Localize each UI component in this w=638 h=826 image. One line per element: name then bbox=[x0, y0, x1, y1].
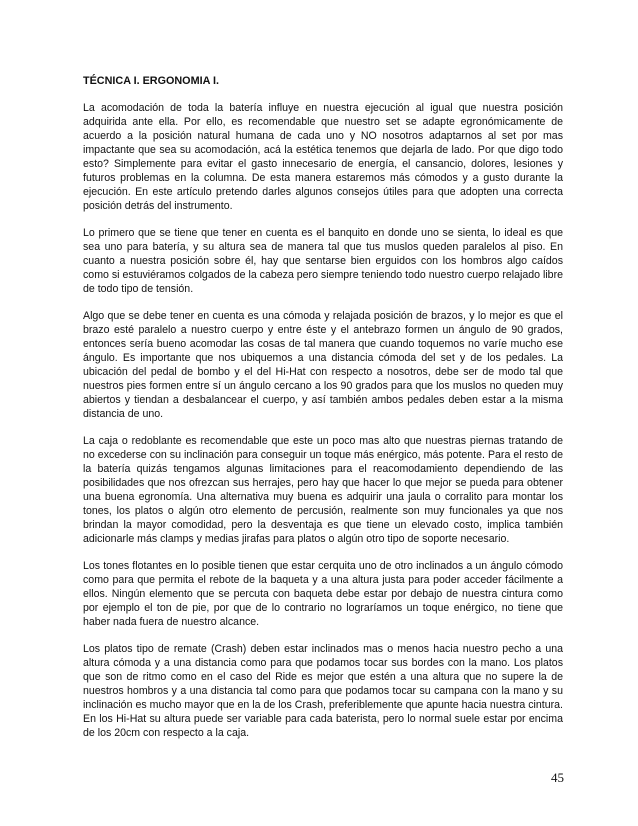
paragraph-4: La caja o redoblante es recomendable que este un poco mas alto que nuestras piernas tratando de no excederse con su inclinación para conseguir un toque más enérgico, más potente. Para el resto de la batería quizás tengamos algunas limitaciones para el reacomodamiento dependiendo de las posibilidades que nos ofrezcan sus herrajes, pero hay que hacer lo que mejor se pueda para obtener una buena egronomía. Una alternativa muy buena es adquirir una jaula o corralito para montar los tones, los platos o algún otro elemento de percusión, realmente son muy funcionales ya que nos brindan la mayor comodidad, pero la desventaja es que tiene un elevado costo, implica también adicionarle más clamps y medias jirafas para platos o algún otro tipo de soporte necesario. bbox=[83, 435, 563, 545]
paragraph-3: Algo que se debe tener en cuenta es una cómoda y relajada posición de brazos, y lo mejor es que el brazo esté paralelo a nuestro cuerpo y entre éste y el antebrazo formen un ángulo de 90 grados, entonces sería bueno acomodar las cosas de tal manera que cuando toquemos no varíe mucho ese ángulo. Es importante que nos ubiquemos a una distancia cómoda del set y de los pedales. La ubicación del pedal de bombo y el del Hi-Hat con respecto a nosotros, debe ser de modo tal que nuestros pies formen entre sí un ángulo cercano a los 90 grados para que los muslos no queden muy abiertos y tiendan a desbalancear el cuerpo, y así también ambos pedales deben estar a la misma distancia de uno. bbox=[83, 310, 563, 420]
paragraph-5: Los tones flotantes en lo posible tienen que estar cerquita uno de otro inclinados a un ángulo cómodo como para que permita el rebote de la baqueta y a una altura justa para poder acceder fácilmente a ellos. Ningún elemento que se percuta con baqueta debe estar por debajo de nuestra cintura como por ejemplo el ton de pie, por que de lo contrario no lograríamos un toque enérgico, no tiene que haber nada fuera de nuestro alcance. bbox=[83, 560, 563, 628]
page-number: 45 bbox=[551, 770, 564, 785]
paragraph-6: Los platos tipo de remate (Crash) deben estar inclinados mas o menos hacia nuestro pecho a una altura cómoda y a una distancia como para que podamos tocar sus bordes con la mano. Los platos que son de ritmo como en el caso del Ride es mejor que estén a una altura que no supere la de nuestros hombros y a una distancia tal como para que podamos tocar su campana con la mano y su inclinación es mucho mayor que en la de los Crash, preferiblemente que apunte hacia nuestra cintura. En los Hi-Hat su altura puede ser variable para cada baterista, pero lo normal suele estar por encima de los 20cm con respecto a la caja. bbox=[83, 643, 563, 739]
page-title: TÉCNICA I. ERGONOMIA I. bbox=[83, 75, 219, 87]
paragraph-1: La acomodación de toda la batería influye en nuestra ejecución al igual que nuestra posición adquirida ante ella. Por ello, es recomendable que nuestro set se adapte egronómicamente de acuerdo a la posición natural humana de cada uno y NO nosotros adaptarnos al set por mas impactante que sea su acomodación, acá la estética tenemos que dejarla de lado. Por que digo todo esto? Simplemente para evitar el gasto innecesario de energía, el cansancio, dolores, lesiones y futuros problemas en la columna. De esta manera estaremos más cómodos y a gusto durante la ejecución. En este artículo pretendo darles algunos consejos útiles para que adopten una correcta posición detrás del instrumento. bbox=[83, 102, 563, 212]
paragraph-2: Lo primero que se tiene que tener en cuenta es el banquito en donde uno se sienta, lo ideal es que sea uno para batería, y su altura sea de manera tal que tus muslos queden paralelos al piso. En cuanto a nuestra posición sobre él, hay que sentarse bien erguidos con los hombros algo caídos como si estuviéramos colgados de la cabeza pero siempre teniendo todo nuestro cuerpo relajado libre de todo tipo de tensión. bbox=[83, 227, 563, 295]
page-body bbox=[83, 74, 563, 753]
